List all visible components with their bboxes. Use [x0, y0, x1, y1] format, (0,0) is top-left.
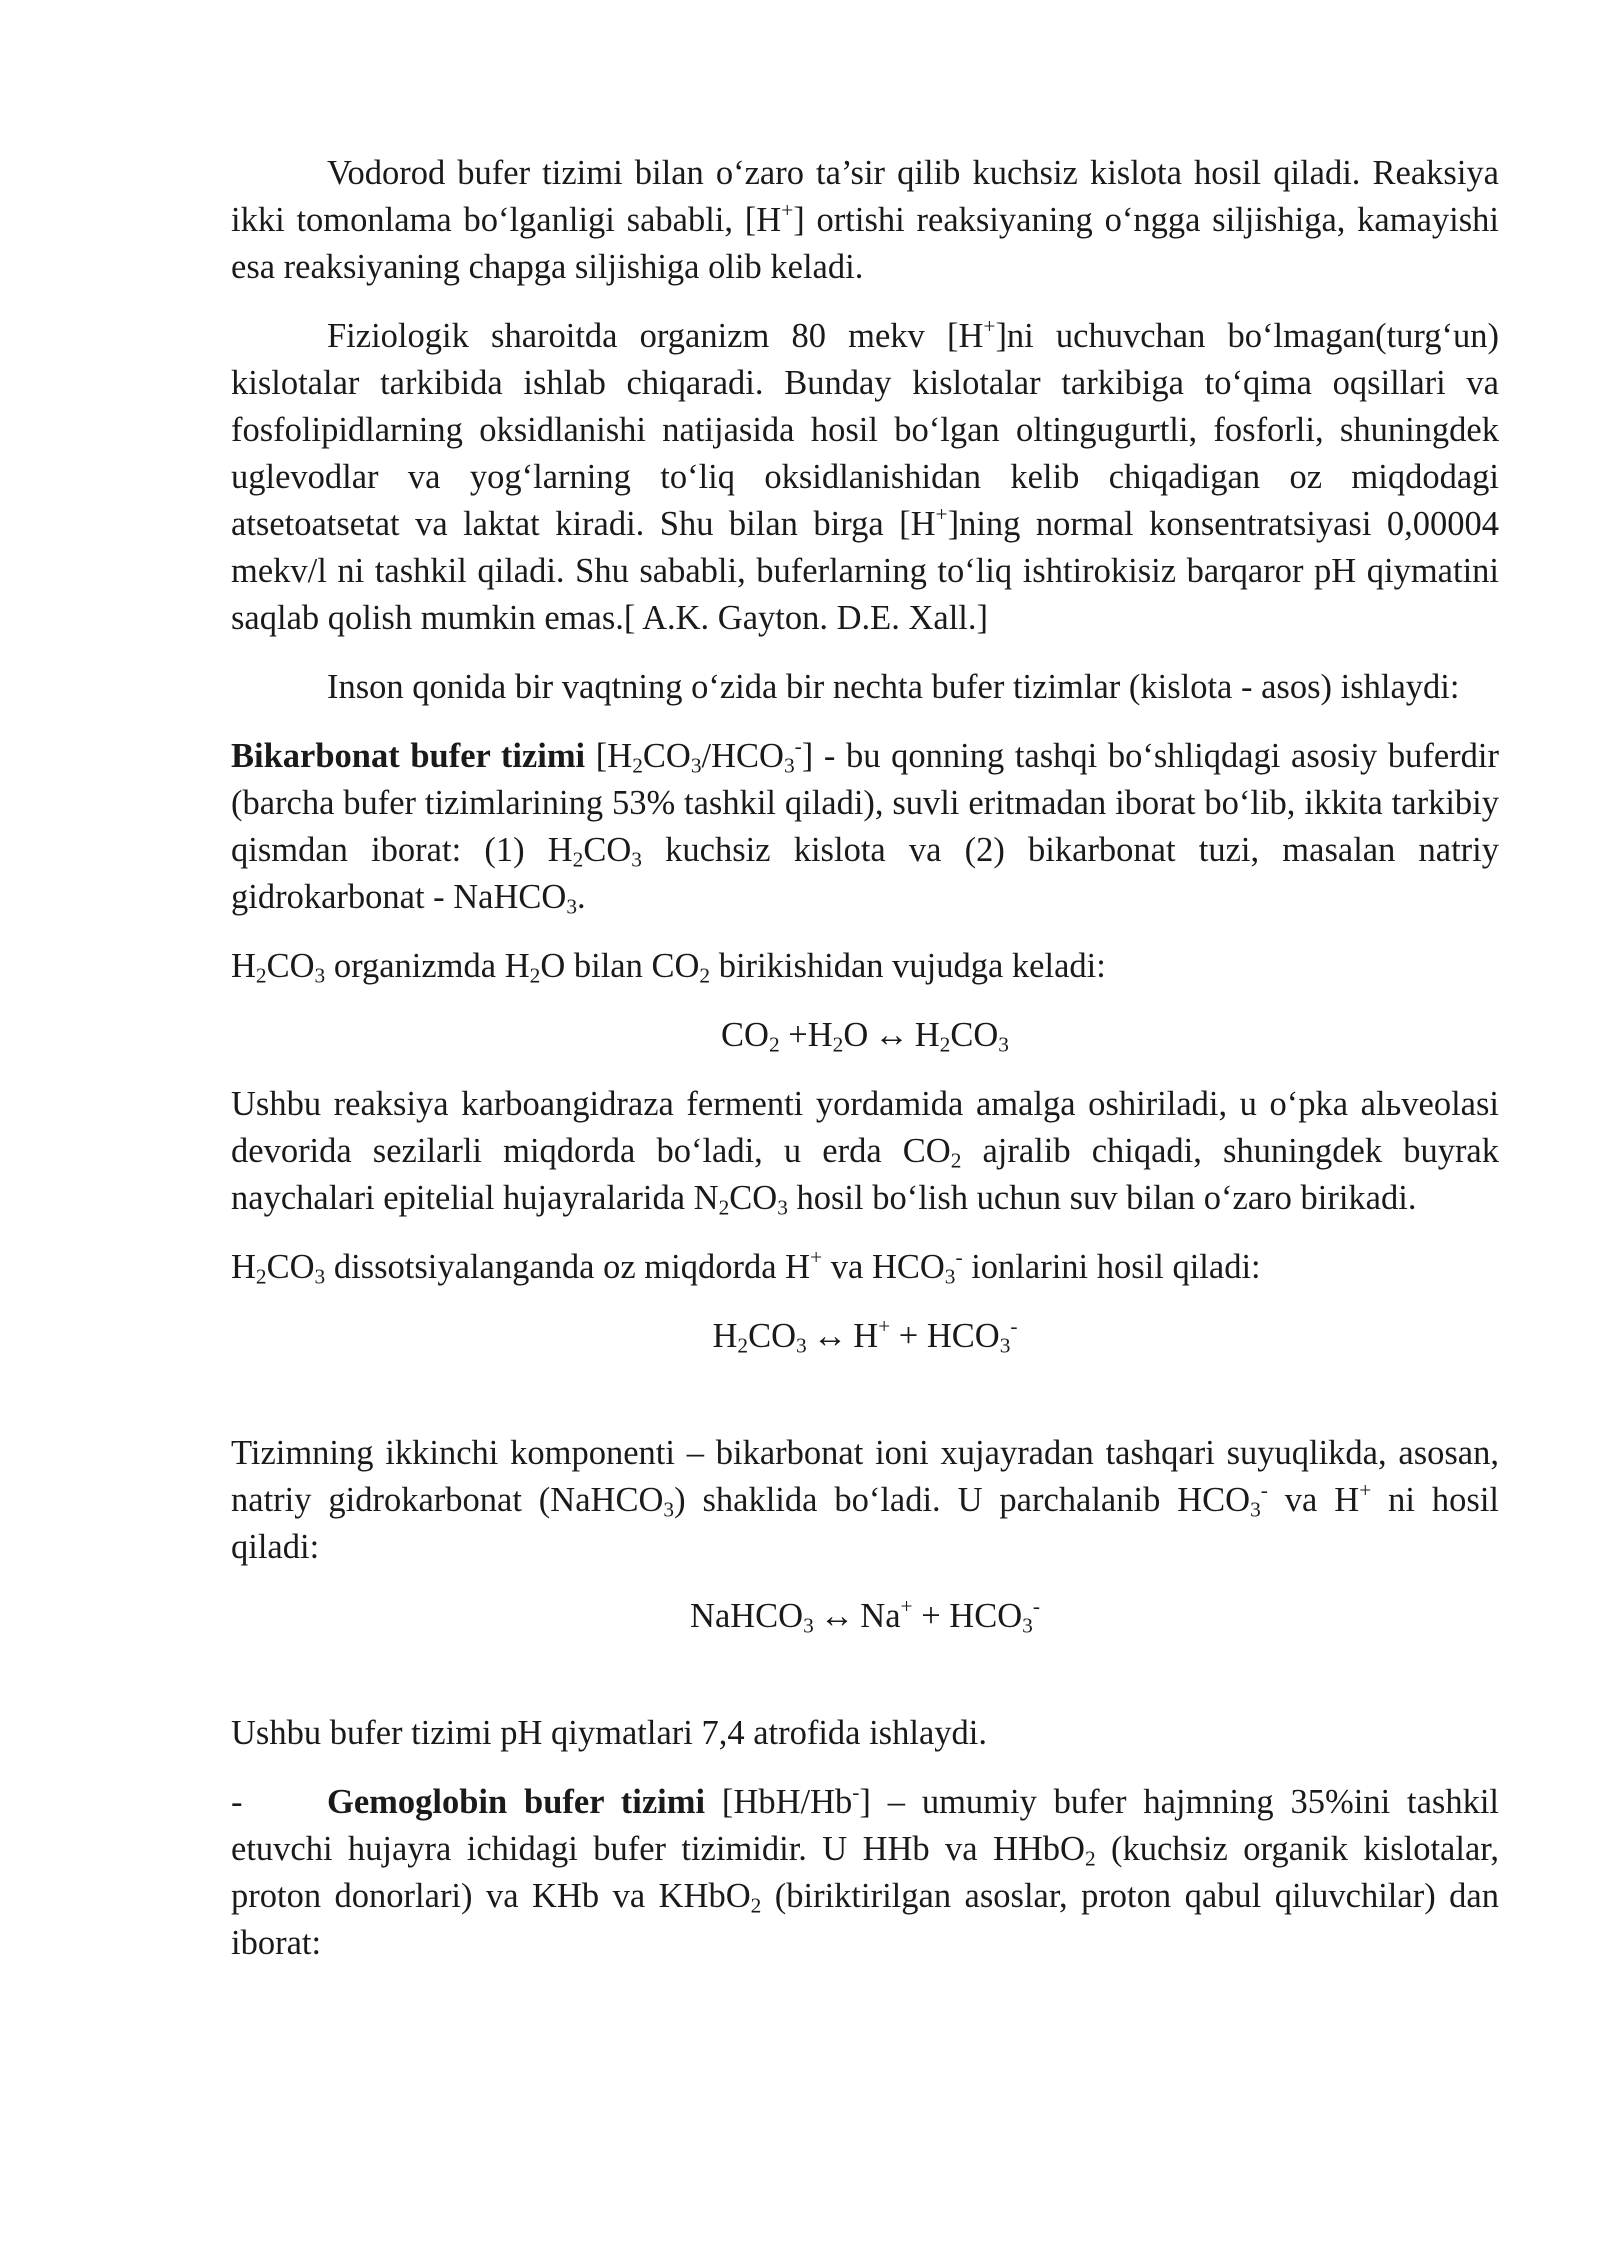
subscript: 2	[718, 1195, 730, 1220]
text: O bilan CO	[540, 947, 700, 985]
equation-h2co3-dissociation	[231, 1313, 1499, 1360]
subscript: 3	[944, 1264, 956, 1289]
text: Na	[860, 1597, 901, 1635]
subscript: 3	[663, 1497, 675, 1522]
text: CO	[950, 1016, 999, 1054]
subscript: 3	[783, 753, 795, 778]
subscript: 3	[777, 1195, 788, 1220]
paragraph-carbonic-acid-origin	[231, 943, 1499, 990]
text: dissotsiyalanganda oz miqdorda H	[325, 1248, 811, 1286]
list-dash: -	[231, 1783, 243, 1821]
text: ]ni uchuvchan bo‘lmagan(turg‘un) kislotalar tarkibida ishlab chiqaradi. Bunday kislotalar tarkibiga to‘qima oqsillari va fosfolipidlarning oksidlanishi natijasida hosil bo‘lgan oltingugurtli, fosforli, shuningdek uglevodlar va yog‘larning to‘liq oksidlanishidan kelib chiqadigan oz miqdodagi atsetoatsetat va laktat kiradi. Shu bilan birga [H	[231, 317, 1499, 543]
paragraph-physiological-conditions	[231, 313, 1499, 642]
superscript: -	[1032, 1594, 1040, 1619]
text: kuchsiz kislota va (2) bikarbonat tuzi, masalan natriy gidrokarbonat - NaHCO	[231, 831, 1499, 916]
text: ] ortishi reaksiyaning o‘ngga siljishiga, kamayishi esa reaksiyaning chapga siljishiga olib keladi.	[231, 201, 1499, 286]
text: va H	[1267, 1481, 1360, 1519]
subscript: 2	[737, 1333, 749, 1358]
superscript: -	[794, 734, 802, 759]
text: H	[231, 947, 256, 985]
subscript: 2	[632, 753, 643, 778]
equation-co2-h2o	[231, 1012, 1499, 1059]
superscript: +	[810, 1245, 823, 1270]
text: birikishidan vujudga keladi:	[710, 947, 1106, 985]
text: H	[231, 1248, 256, 1286]
text: Vodorod bufer tizimi bilan o‘zaro ta’sir qilib kuchsiz kislota hosil qiladi. Reaksiya ikki tomonlama bo‘lganligi sababli, [H	[231, 154, 1499, 239]
text: (biriktirilgan asoslar, proton qabul qiluvchilar) dan iborat:	[231, 1877, 1499, 1962]
superscript: -	[955, 1245, 963, 1270]
reversible-arrow-icon: ↔	[874, 1016, 909, 1054]
subscript: 3	[566, 894, 578, 919]
document-body	[231, 150, 1499, 1989]
text: CO	[583, 831, 632, 869]
text: ] – umumiy bufer hajmning 35%ini tashkil etuvchi hujayra ichidagi bufer tizimidir. U HHb va HHbO	[231, 1783, 1500, 1868]
superscript: +	[781, 198, 794, 223]
subscript: 2	[699, 963, 711, 988]
paragraph-hemoglobin-buffer	[231, 1779, 1499, 1967]
text: [H	[585, 737, 633, 775]
reversible-arrow-icon: ↔	[819, 1597, 855, 1635]
superscript: +	[878, 1314, 891, 1339]
text: .	[577, 878, 586, 916]
text: [HbH/Hb	[705, 1783, 853, 1821]
subscript: 3	[314, 963, 326, 988]
bold-heading: Gemoglobin bufer tizimi	[327, 1783, 706, 1821]
subscript: 3	[998, 1032, 1009, 1057]
text: Inson qonida bir vaqtning o‘zida bir nechta bufer tizimlar (kislota - asos) ishlaydi:	[327, 668, 1460, 706]
subscript: 2	[832, 1032, 844, 1057]
subscript: 3	[999, 1333, 1011, 1358]
text: ajralib chiqadi, shuningdek buyrak naychalari epitelial hujayralarida N	[231, 1132, 1499, 1217]
superscript: -	[852, 1780, 860, 1805]
paragraph-blood-buffers	[231, 664, 1499, 711]
text: Fiziologik sharoitda organizm 80 mekv [H	[327, 317, 984, 355]
bold-heading: Bikarbonat bufer tizimi	[231, 737, 586, 775]
text: + HCO	[890, 1317, 1000, 1355]
reversible-arrow-icon: ↔	[812, 1317, 848, 1355]
subscript: 3	[690, 753, 702, 778]
text: CO	[266, 947, 315, 985]
paragraph-hydrogen-buffer	[231, 150, 1499, 291]
paragraph-dissociation	[231, 1244, 1499, 1291]
subscript: 2	[750, 1893, 762, 1918]
text: H	[914, 1016, 940, 1054]
subscript: 2	[572, 847, 584, 872]
text: CO	[642, 737, 691, 775]
text: CO	[748, 1317, 796, 1355]
text: organizmda H	[325, 947, 530, 985]
text: H	[853, 1317, 879, 1355]
text: hosil bo‘lish uchun suv bilan o‘zaro birikadi.	[787, 1179, 1417, 1217]
subscript: 3	[1250, 1497, 1261, 1522]
subscript: 2	[529, 963, 541, 988]
text: H	[712, 1317, 738, 1355]
text: CO	[721, 1016, 769, 1054]
subscript: 3	[314, 1264, 326, 1289]
superscript: +	[900, 1594, 913, 1619]
subscript: 2	[1084, 1846, 1096, 1871]
text: (kuchsiz organik kislotalar, proton donorlari) va KHb va KHbO	[231, 1830, 1499, 1915]
superscript: +	[1359, 1478, 1372, 1503]
subscript: 3	[803, 1613, 814, 1638]
paragraph-carbonic-anhydrase	[231, 1081, 1499, 1222]
text: ]ning normal konsentratsiyasi 0,00004 mekv/l ni tashkil qiladi. Shu sababli, buferlarning to‘liq ishtirokisiz barqaror pH qiymatini saqlab qolish mumkin emas.[ A.K. Gayton. D.E. Xall.]	[231, 505, 1499, 637]
text: O	[843, 1016, 869, 1054]
paragraph-bicarbonate-buffer	[231, 733, 1499, 921]
subscript: 2	[950, 1148, 962, 1173]
equation-nahco3-dissociation	[231, 1593, 1499, 1640]
text: CO	[729, 1179, 778, 1217]
text: NaHCO	[690, 1597, 804, 1635]
paragraph-second-component	[231, 1430, 1499, 1571]
text: Ushbu bufer tizimi pH qiymatlari 7,4 atrofida ishlaydi.	[231, 1714, 987, 1752]
text: /HCO	[701, 737, 784, 775]
subscript: 3	[1022, 1613, 1033, 1638]
subscript: 3	[796, 1333, 807, 1358]
subscript: 2	[768, 1032, 780, 1057]
subscript: 3	[631, 847, 642, 872]
superscript: -	[1010, 1314, 1018, 1339]
text: CO	[266, 1248, 315, 1286]
text: ] - bu qonning tashqi bo‘shliqdagi asosiy buferdir (barcha bufer tizimlarining 53% tashkil qiladi), suvli eritmadan iborat bo‘lib, ikkita tarkibiy qismdan iborat: (1) H	[231, 737, 1499, 869]
text: ni hosil qiladi:	[231, 1481, 1499, 1566]
text: Tizimning ikkinchi komponenti – bikarbonat ioni xujayradan tashqari suyuqlikda, asosan, natriy gidrokarbonat (NaHCO	[231, 1434, 1499, 1519]
subscript: 2	[255, 1264, 267, 1289]
text: ionlarini hosil qiladi:	[962, 1248, 1261, 1286]
text: +H	[779, 1016, 833, 1054]
text: Ushbu reaksiya karboangidraza fermenti yordamida amalga oshiriladi, u o‘pka alьveolasi devorida sezilarli miqdorda bo‘ladi, u erda CO	[231, 1085, 1499, 1170]
subscript: 2	[939, 1032, 951, 1057]
text: + HCO	[912, 1597, 1023, 1635]
text: va HCO	[822, 1248, 945, 1286]
superscript: -	[1260, 1478, 1268, 1503]
superscript: +	[935, 502, 948, 527]
superscript: +	[983, 314, 996, 339]
text: ) shaklida bo‘ladi. U parchalanib HCO	[674, 1481, 1251, 1519]
subscript: 2	[255, 963, 267, 988]
paragraph-ph-range	[231, 1710, 1499, 1757]
